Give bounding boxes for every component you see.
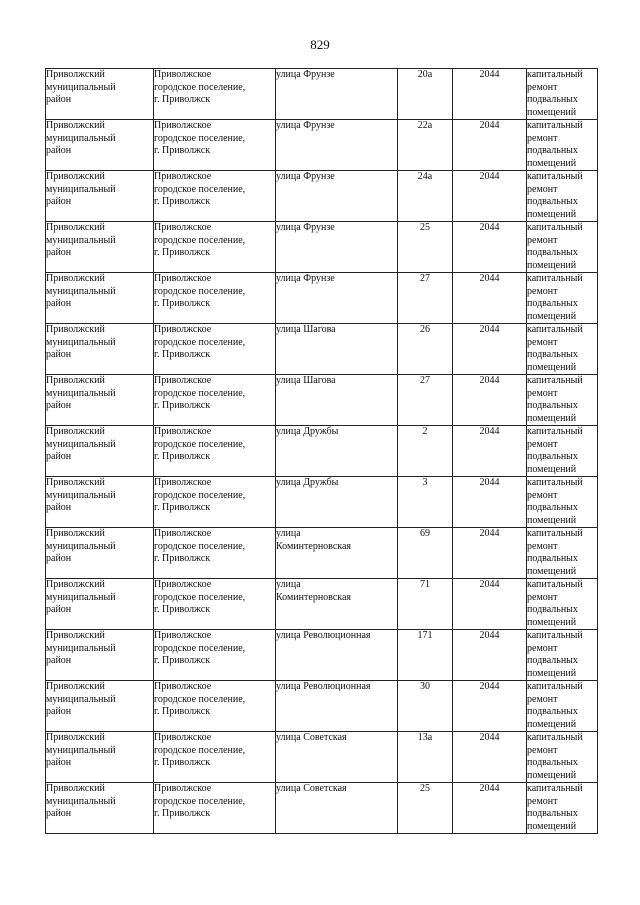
work-type-cell: капитальный ремонт подвальных помещений (527, 783, 598, 834)
house-number-cell: 69 (398, 528, 453, 579)
settlement-cell: Приволжское городское поселение, г. Приволжск (154, 426, 276, 477)
settlement-cell: Приволжское городское поселение, г. Приволжск (154, 69, 276, 120)
street-cell: улица Фрунзе (276, 69, 398, 120)
work-type-cell: капитальный ремонт подвальных помещений (527, 477, 598, 528)
district-cell: Приволжский муниципальный район (46, 783, 154, 834)
work-type-cell: капитальный ремонт подвальных помещений (527, 69, 598, 120)
district-cell: Приволжский муниципальный район (46, 528, 154, 579)
street-cell: улица Революционная (276, 630, 398, 681)
district-cell: Приволжский муниципальный район (46, 579, 154, 630)
year-cell: 2044 (453, 630, 527, 681)
house-number-cell: 3 (398, 477, 453, 528)
year-cell: 2044 (453, 732, 527, 783)
year-cell: 2044 (453, 783, 527, 834)
street-cell: улица Шагова (276, 324, 398, 375)
house-number-cell: 13а (398, 732, 453, 783)
page-number: 829 (310, 37, 330, 52)
house-number-cell: 24а (398, 171, 453, 222)
street-cell: улица Коминтерновская (276, 528, 398, 579)
year-cell: 2044 (453, 579, 527, 630)
district-cell: Приволжский муниципальный район (46, 630, 154, 681)
table-row (46, 732, 598, 783)
district-cell: Приволжский муниципальный район (46, 426, 154, 477)
settlement-cell: Приволжское городское поселение, г. Приволжск (154, 375, 276, 426)
table-row (46, 171, 598, 222)
settlement-cell: Приволжское городское поселение, г. Приволжск (154, 273, 276, 324)
house-number-cell: 27 (398, 273, 453, 324)
table-row (46, 630, 598, 681)
year-cell: 2044 (453, 69, 527, 120)
settlement-cell: Приволжское городское поселение, г. Приволжск (154, 579, 276, 630)
year-cell: 2044 (453, 426, 527, 477)
house-number-cell: 25 (398, 222, 453, 273)
street-cell: улица Дружбы (276, 426, 398, 477)
table-row (46, 426, 598, 477)
house-number-cell: 30 (398, 681, 453, 732)
table-row (46, 783, 598, 834)
district-cell: Приволжский муниципальный район (46, 273, 154, 324)
table-row (46, 477, 598, 528)
house-number-cell: 171 (398, 630, 453, 681)
work-type-cell: капитальный ремонт подвальных помещений (527, 222, 598, 273)
street-cell: улица Фрунзе (276, 222, 398, 273)
street-cell: улица Советская (276, 783, 398, 834)
year-cell: 2044 (453, 120, 527, 171)
work-type-cell: капитальный ремонт подвальных помещений (527, 579, 598, 630)
district-cell: Приволжский муниципальный район (46, 477, 154, 528)
house-number-cell: 25 (398, 783, 453, 834)
work-type-cell: капитальный ремонт подвальных помещений (527, 630, 598, 681)
table-body (46, 69, 598, 834)
year-cell: 2044 (453, 375, 527, 426)
street-cell: улица Фрунзе (276, 273, 398, 324)
year-cell: 2044 (453, 528, 527, 579)
settlement-cell: Приволжское городское поселение, г. Приволжск (154, 783, 276, 834)
work-type-cell: капитальный ремонт подвальных помещений (527, 426, 598, 477)
street-cell: улица Революционная (276, 681, 398, 732)
settlement-cell: Приволжское городское поселение, г. Приволжск (154, 324, 276, 375)
year-cell: 2044 (453, 222, 527, 273)
district-cell: Приволжский муниципальный район (46, 324, 154, 375)
work-type-cell: капитальный ремонт подвальных помещений (527, 732, 598, 783)
work-type-cell: капитальный ремонт подвальных помещений (527, 324, 598, 375)
house-number-cell: 20а (398, 69, 453, 120)
table-row (46, 681, 598, 732)
work-type-cell: капитальный ремонт подвальных помещений (527, 375, 598, 426)
work-type-cell: капитальный ремонт подвальных помещений (527, 273, 598, 324)
table-row (46, 120, 598, 171)
street-cell: улица Дружбы (276, 477, 398, 528)
year-cell: 2044 (453, 273, 527, 324)
table-row (46, 273, 598, 324)
settlement-cell: Приволжское городское поселение, г. Приволжск (154, 528, 276, 579)
district-cell: Приволжский муниципальный район (46, 222, 154, 273)
district-cell: Приволжский муниципальный район (46, 69, 154, 120)
table-row (46, 222, 598, 273)
table-row (46, 528, 598, 579)
district-cell: Приволжский муниципальный район (46, 120, 154, 171)
district-cell: Приволжский муниципальный район (46, 681, 154, 732)
year-cell: 2044 (453, 171, 527, 222)
house-number-cell: 71 (398, 579, 453, 630)
district-cell: Приволжский муниципальный район (46, 375, 154, 426)
house-number-cell: 2 (398, 426, 453, 477)
table-row (46, 579, 598, 630)
settlement-cell: Приволжское городское поселение, г. Приволжск (154, 681, 276, 732)
settlement-cell: Приволжское городское поселение, г. Приволжск (154, 120, 276, 171)
table-row (46, 324, 598, 375)
work-type-cell: капитальный ремонт подвальных помещений (527, 681, 598, 732)
year-cell: 2044 (453, 477, 527, 528)
settlement-cell: Приволжское городское поселение, г. Приволжск (154, 630, 276, 681)
year-cell: 2044 (453, 324, 527, 375)
settlement-cell: Приволжское городское поселение, г. Приволжск (154, 171, 276, 222)
street-cell: улица Коминтерновская (276, 579, 398, 630)
street-cell: улица Фрунзе (276, 171, 398, 222)
year-cell: 2044 (453, 681, 527, 732)
repair-registry-table (45, 68, 598, 834)
work-type-cell: капитальный ремонт подвальных помещений (527, 528, 598, 579)
house-number-cell: 26 (398, 324, 453, 375)
settlement-cell: Приволжское городское поселение, г. Приволжск (154, 477, 276, 528)
street-cell: улица Фрунзе (276, 120, 398, 171)
street-cell: улица Советская (276, 732, 398, 783)
table-row (46, 375, 598, 426)
work-type-cell: капитальный ремонт подвальных помещений (527, 120, 598, 171)
house-number-cell: 27 (398, 375, 453, 426)
house-number-cell: 22а (398, 120, 453, 171)
district-cell: Приволжский муниципальный район (46, 732, 154, 783)
street-cell: улица Шагова (276, 375, 398, 426)
settlement-cell: Приволжское городское поселение, г. Приволжск (154, 732, 276, 783)
work-type-cell: капитальный ремонт подвальных помещений (527, 171, 598, 222)
settlement-cell: Приволжское городское поселение, г. Приволжск (154, 222, 276, 273)
table-row (46, 69, 598, 120)
district-cell: Приволжский муниципальный район (46, 171, 154, 222)
